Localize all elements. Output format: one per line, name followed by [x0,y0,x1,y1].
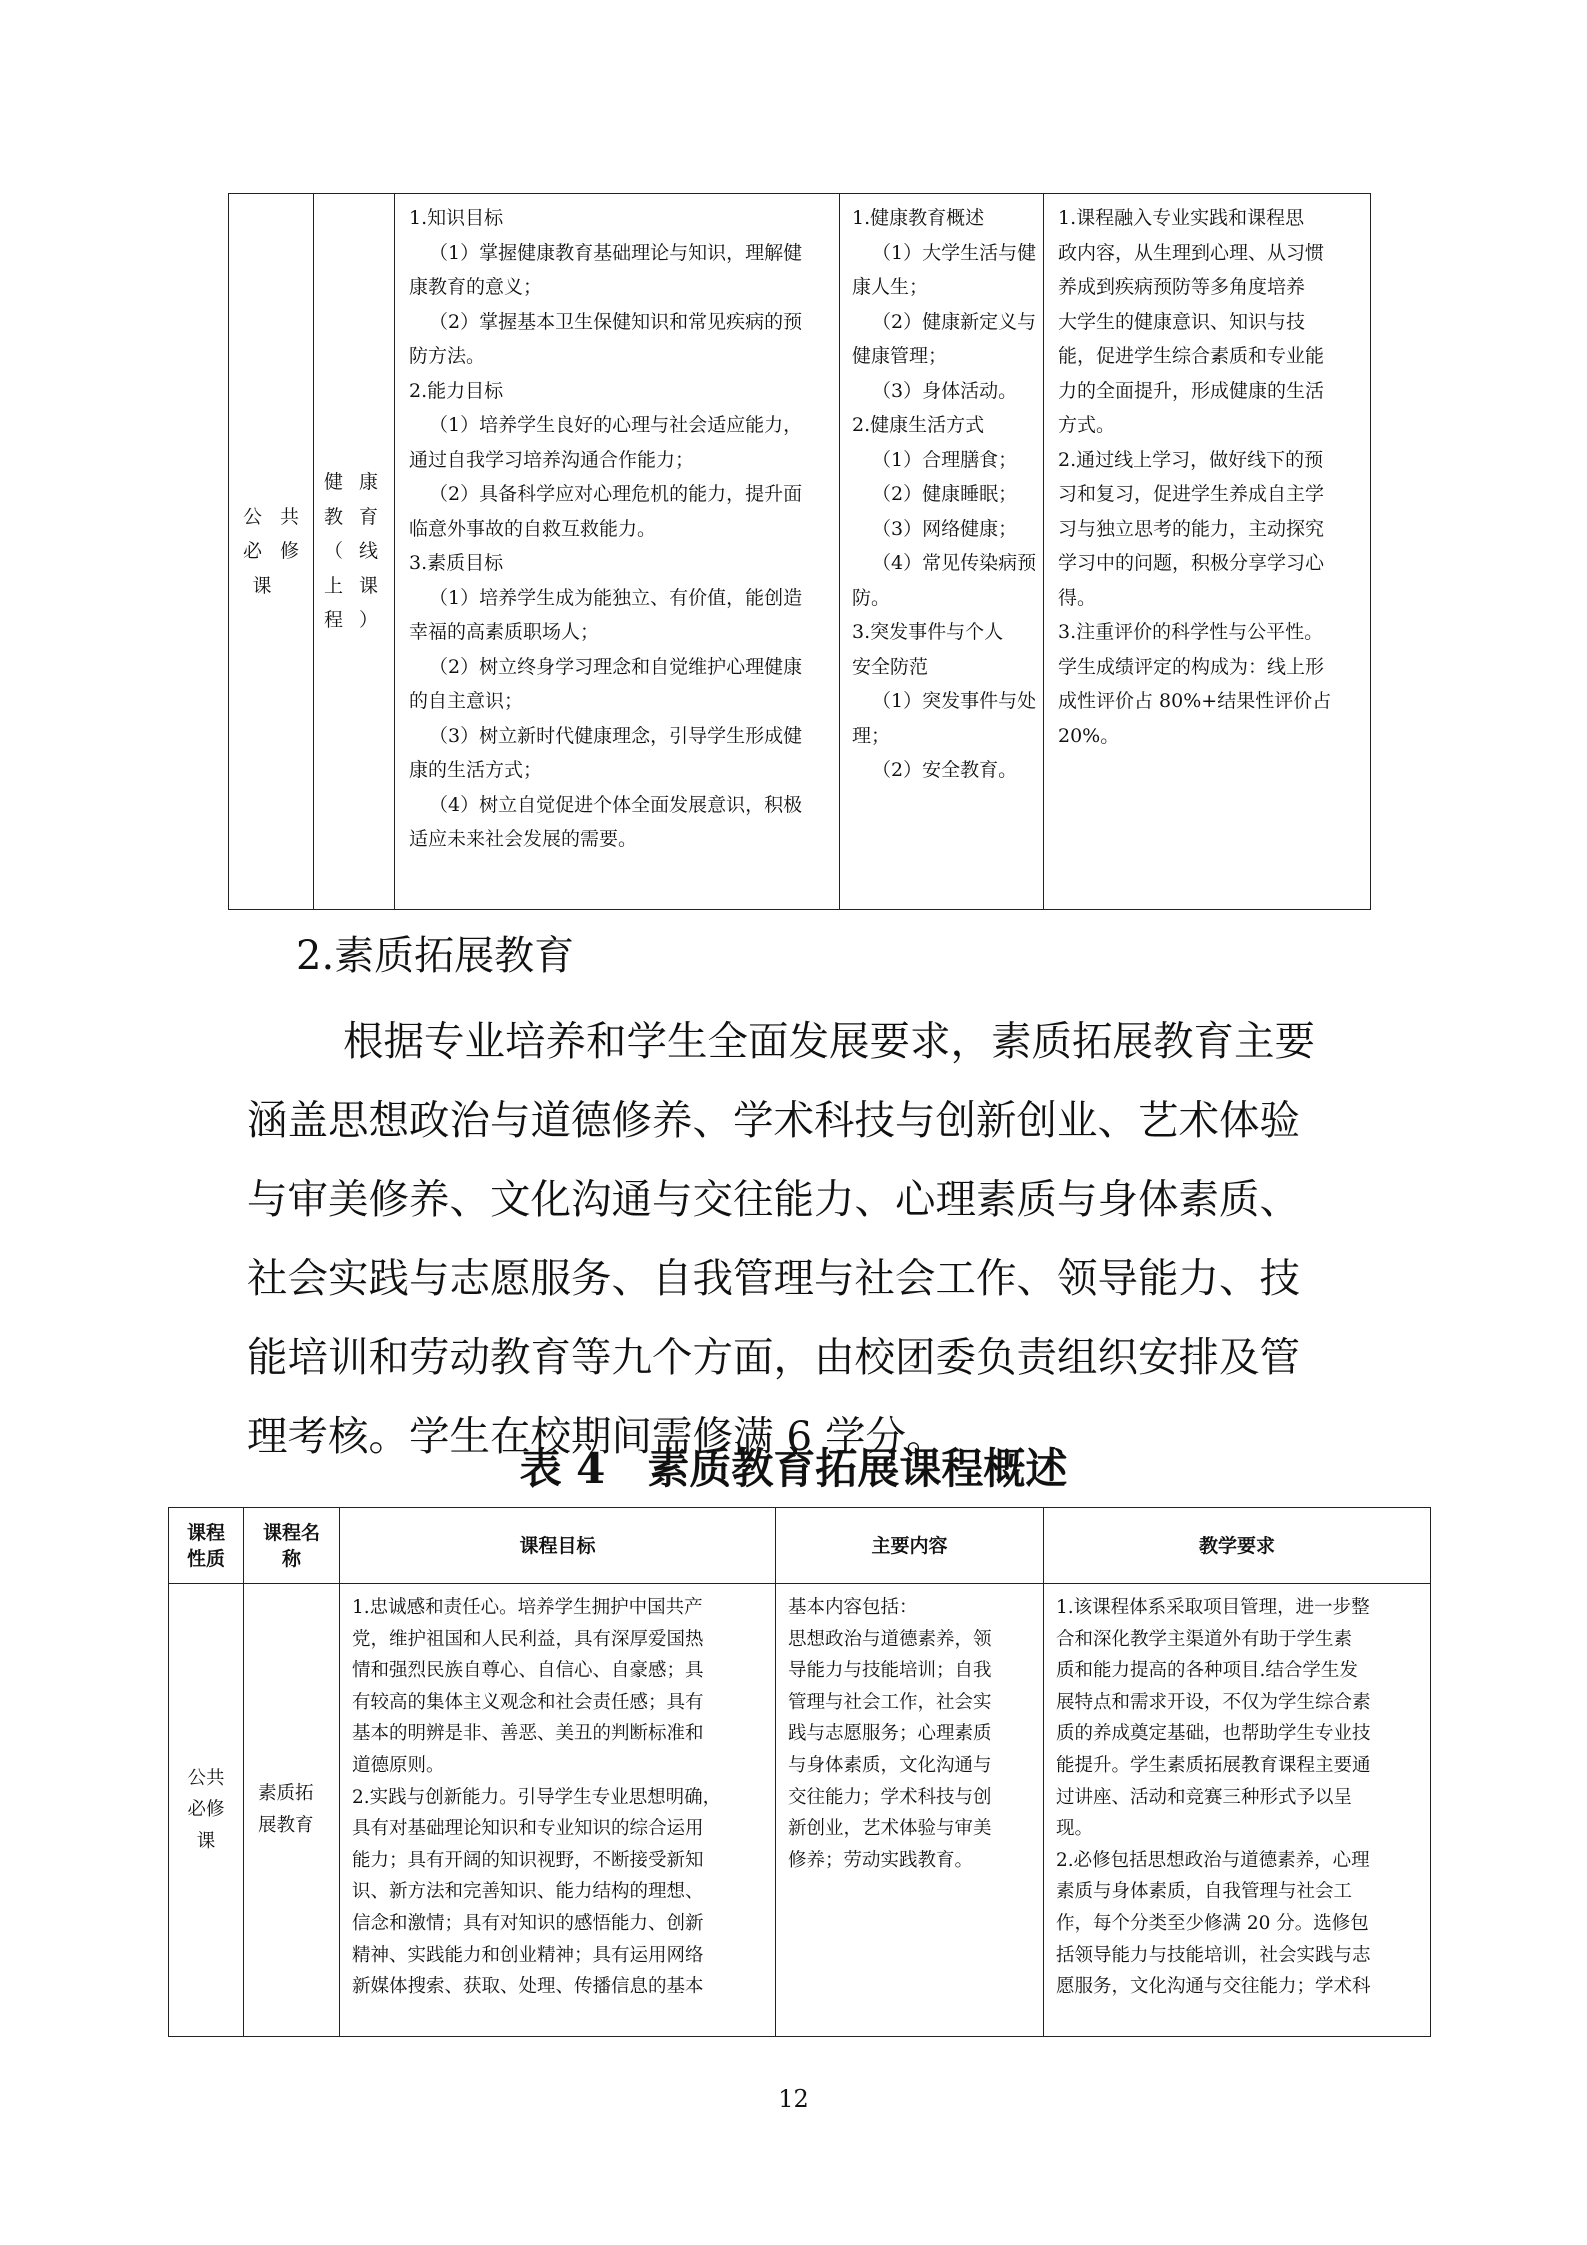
course-name-cell [314,194,395,910]
text-line: 2.必修包括思想政治与道德素养，心理 [1056,1849,1370,1871]
text-line: 力的全面提升，形成健康的生活 [1058,379,1325,402]
text-line: 党，维护祖国和人民利益，具有深厚爱国热 [352,1628,704,1650]
text-line: 1.健康教育概述 [852,207,985,229]
text-line: 思想政治与道德素养，领 [788,1628,992,1650]
text-line: 导能力与技能培训；自我 [788,1660,992,1682]
text-line: 能力；具有开阔的知识视野，不断接受新知 [352,1849,704,1871]
header-course-nature [169,1508,244,1584]
teaching-requirements [1058,201,1358,753]
course-name-cell [244,1584,340,2037]
text-line: 展特点和需求开设，不仅为学生综合素 [1056,1691,1371,1713]
text-line: （2）掌握基本卫生保健知识和常见疾病的预 [429,310,803,333]
text-line: 3.注重评价的科学性与公平性。 [1058,621,1324,643]
text-line: （1）培养学生良好的心理与社会适应能力， [429,414,803,436]
text-line: 有较高的集体主义观念和社会责任感；具有 [352,1691,704,1713]
course-content [852,201,1037,788]
text-line: 管理与社会工作，社会实 [788,1691,992,1713]
text-line: 1.该课程体系采取项目管理，进一步整 [1056,1597,1370,1618]
text-line: 1.课程融入专业实践和课程思 [1058,207,1305,229]
text-line: 展教育 [258,1815,314,1836]
text-line: 的自主意识； [409,690,524,712]
course-content [788,1592,1035,1876]
text-line: 课程 [186,1521,225,1544]
course-objectives [409,201,827,857]
text-line: 健康管理； [852,345,948,367]
teaching-requirements [1056,1592,1422,2003]
course-content-cell [840,194,1044,910]
section-paragraph [247,1002,1377,1476]
text-line: 能，促进学生综合素质和专业能 [1058,345,1325,367]
text-line: 安全防范 [852,655,929,678]
text-line: 养成到疾病预防等多角度培养 [1058,276,1306,298]
text-line: 学生成绩评定的构成为：线上形 [1058,655,1325,678]
text-line: 康人生； [852,276,929,298]
text-line: 必修 [187,1799,225,1821]
text-line: 交往能力；学术科技与创 [788,1786,992,1808]
course-category [179,1763,233,1858]
text-line: （2）健康睡眠； [872,483,1018,505]
text-line: 2.健康生活方式 [852,414,985,436]
teaching-requirements-cell [1044,194,1371,910]
header-course-name [244,1508,340,1584]
course-objectives-cell [340,1584,776,2037]
table-header-row [169,1508,1431,1584]
text-line: 教育 [324,505,395,528]
text-line: （1）合理膳食； [872,448,1018,471]
text-line: 新媒体搜索、获取、处理、传播信息的基本 [352,1976,704,1998]
text-line: 信念和激情；具有对知识的感悟能力、创新 [352,1912,704,1934]
text-line: 程） [324,609,395,632]
text-line: 2.实践与创新能力。引导学生专业思想明确， [352,1786,722,1808]
text-line: 课 [252,574,290,597]
course-objectives-cell [395,194,840,910]
text-line: 素质拓 [258,1783,314,1805]
text-line: 习和复习，促进学生养成自主学 [1058,483,1325,505]
text-line: （1）掌握健康教育基础理论与知识，理解健 [429,241,803,264]
text-line: 临意外事故的自救互救能力。 [409,517,657,540]
table-row [229,194,1371,910]
teaching-requirements-cell [1044,1584,1431,2037]
text-line: （4）常见传染病预 [872,552,1037,574]
text-line: 理； [852,724,891,747]
page-number: 12 [778,2085,809,2113]
text-line: 防。 [852,586,891,609]
text-line: （1）培养学生成为能独立、有价值，能创造 [429,586,803,609]
section-heading: 2.素质拓展教育 [296,933,575,979]
course-category [243,500,318,604]
text-line: 习与独立思考的能力，主动探究 [1058,517,1325,540]
course-name [258,1778,331,1841]
text-line: （1）大学生活与健 [872,241,1037,264]
header-teaching-requirements: 教学要求 [1044,1508,1431,1584]
text-line: 2.能力目标 [409,379,504,402]
paragraph-line: 涵盖思想政治与道德修养、学术科技与创新创业、艺术体验 [247,1096,1300,1144]
text-line: 具有对基础理论知识和专业知识的综合运用 [352,1818,704,1840]
text-line: 学习中的问题，积极分享学习心 [1058,552,1325,574]
text-line: 质和能力提高的各种项目.结合学生发 [1056,1660,1358,1682]
header-course-objectives: 课程目标 [340,1508,776,1584]
text-line: 能提升。学生素质拓展教育课程主要通 [1056,1754,1371,1776]
text-line: 20%。 [1058,724,1120,747]
text-line: 修养；劳动实践教育。 [788,1849,974,1871]
table-caption: 表 4 素质教育拓展课程概述 [519,1444,1068,1493]
course-content-cell [776,1584,1044,2037]
header-main-content: 主要内容 [776,1508,1044,1584]
paragraph-line: 社会实践与志愿服务、自我管理与社会工作、领导能力、技 [247,1254,1300,1302]
text-line: 健康 [324,471,395,494]
text-line: 公共 [187,1767,225,1789]
text-line: 称 [281,1547,301,1570]
text-line: 必修 [243,540,318,563]
course-category-cell [229,194,318,910]
text-line: 适应未来社会发展的需要。 [409,828,638,850]
text-line: 合和深化教学主渠道外有助于学生素 [1056,1628,1353,1650]
text-line: 康教育的意义； [409,276,543,298]
text-line: （2）树立终身学习理念和自觉维护心理健康 [429,655,803,678]
text-line: 愿服务，文化沟通与交往能力；学术科 [1056,1976,1371,1998]
text-line: 上课 [324,574,395,597]
text-line: 得。 [1058,586,1097,609]
table-row [169,1584,1431,2037]
paragraph-line: 能培训和劳动教育等九个方面，由校团委负责组织安排及管 [247,1333,1300,1381]
text-line: 新创业，艺术体验与审美 [788,1818,992,1840]
text-line: 括领导能力与技能培训，社会实践与志 [1056,1944,1371,1966]
text-line: 情和强烈民族自尊心、自信心、自豪感；具 [352,1660,704,1682]
text-line: 2.通过线上学习，做好线下的预 [1058,448,1324,471]
text-line: 通过自我学习培养沟通合作能力； [409,448,695,471]
text-line: 课 [196,1830,216,1852]
text-line: （2）具备科学应对心理危机的能力，提升面 [429,483,803,505]
text-line: 基本内容包括： [788,1597,918,1618]
paragraph-line: 根据专业培养和学生全面发展要求，素质拓展教育主要 [343,1017,1315,1065]
text-line: 课程名 [262,1521,320,1544]
text-line: （3）树立新时代健康理念，引导学生形成健 [429,724,803,747]
text-line: 素质与身体素质，自我管理与社会工 [1056,1881,1353,1903]
text-line: （4）树立自觉促进个体全面发展意识，积极 [429,793,803,816]
text-line: 幸福的高素质职场人； [409,621,600,643]
text-line: （线 [324,540,395,563]
quality-course-table [168,1507,1431,2037]
paragraph-line: 理考核。学生在校期间需修满 6 学分。 [247,1412,947,1460]
paragraph-line: 与审美修养、文化沟通与交往能力、心理素质与身体素质、 [247,1175,1300,1223]
text-line: 政内容，从生理到心理、从习惯 [1058,241,1325,264]
text-line: 1.知识目标 [409,207,504,229]
text-line: （1）突发事件与处 [872,690,1037,712]
course-name [324,465,395,638]
text-line: 与身体素质，文化沟通与 [788,1754,992,1776]
text-line: 践与志愿服务；心理素质 [788,1723,992,1745]
text-line: 方式。 [1058,414,1116,436]
text-line: 1.忠诚感和责任心。培养学生拥护中国共产 [352,1597,703,1618]
text-line: 识、新方法和完善知识、能力结构的理想、 [352,1881,704,1903]
health-course-table [228,193,1371,910]
text-line: 3.素质目标 [409,552,504,574]
text-line: （3）身体活动。 [872,379,1018,402]
text-line: 成性评价占 80%+结果性评价占 [1058,690,1332,712]
text-line: 质的养成奠定基础，也帮助学生专业技 [1056,1723,1371,1745]
course-objectives [352,1592,767,2003]
text-line: 3.突发事件与个人 [852,621,1004,643]
course-category-cell [169,1584,244,2037]
text-line: 大学生的健康意识、知识与技 [1058,310,1306,333]
text-line: 防方法。 [409,345,486,367]
text-line: （2）健康新定义与 [872,310,1037,333]
text-line: （2）安全教育。 [872,759,1018,781]
text-line: （3）网络健康； [872,517,1018,540]
text-line: 基本的明辨是非、善恶、美丑的判断标准和 [352,1723,704,1745]
text-line: 现。 [1056,1818,1094,1840]
text-line: 性质 [186,1547,225,1570]
text-line: 康的生活方式； [409,759,543,781]
text-line: 作，每个分类至少修满 20 分。选修包 [1056,1912,1369,1934]
text-line: 道德原则。 [352,1754,445,1776]
text-line: 过讲座、活动和竞赛三种形式予以呈 [1056,1786,1353,1808]
text-line: 精神、实践能力和创业精神；具有运用网络 [352,1944,704,1966]
text-line: 公共 [243,505,318,528]
